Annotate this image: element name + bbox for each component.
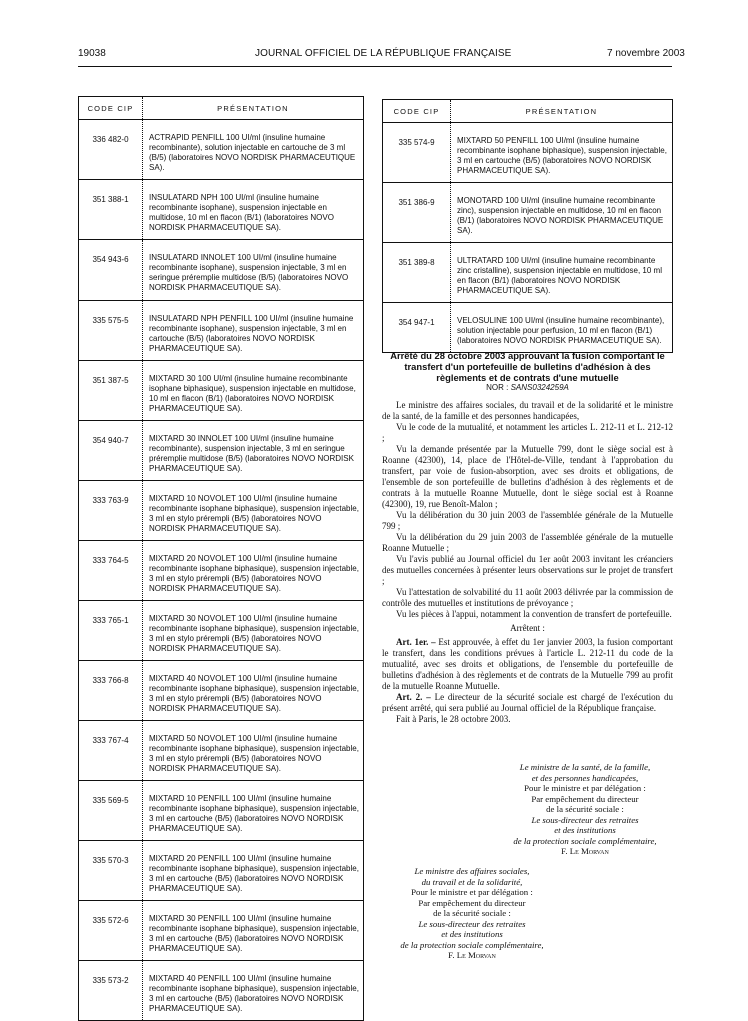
signatory-name: F. Le Morvan bbox=[561, 846, 609, 856]
table-row bbox=[383, 243, 673, 303]
presentation-text: INSULATARD NPH 100 UI/ml (insuline humaine recombinante isophane), suspension injectable en multidose, 10 ml en flacon (B/1) (laboratoires NOVO NORDISK PHARMACEUTIQUE SA). bbox=[143, 180, 364, 240]
code-column-header: CODE CIP bbox=[79, 97, 143, 120]
arrete-paragraph: Vu les pièces à l'appui, notamment la convention de transfert de portefeuille. bbox=[396, 609, 672, 619]
signature-line: Pour le ministre et par délégation : bbox=[524, 783, 646, 793]
cip-code: 351 386-9 bbox=[383, 183, 451, 243]
cip-code: 335 570-3 bbox=[79, 841, 143, 901]
left-cip-table bbox=[78, 96, 364, 1021]
signature-line: Par empêchement du directeur bbox=[531, 793, 639, 804]
page-header bbox=[0, 48, 748, 62]
cip-code: 351 387-5 bbox=[79, 361, 143, 421]
signature-block-affaires-sociales bbox=[382, 866, 562, 961]
signature-line: et des institutions bbox=[441, 929, 503, 939]
arrete-title: Arrêté du 28 octobre 2003 approuvant la fusion comportant le transfert d'un portefeuille de bulletins d'adhésion à des règlements et de contrats d'une mutuelle bbox=[390, 350, 665, 383]
table-row bbox=[79, 301, 364, 361]
code-column-header: CODE CIP bbox=[383, 100, 451, 123]
signature-line: de la protection sociale complémentaire, bbox=[400, 939, 544, 950]
header-rule bbox=[78, 66, 672, 67]
cip-code: 333 765-1 bbox=[79, 601, 143, 661]
presentation-text: MIXTARD 30 INNOLET 100 UI/ml (insuline humaine recombinante), suspension injectable, 3 ml en seringue préremplie multidose (B/5) (laboratoires NOVO NORDISK PHARMACEUTIQUE SA). bbox=[143, 421, 364, 481]
table-row bbox=[79, 841, 364, 901]
signature-line: de la sécurité sociale : bbox=[546, 804, 624, 814]
table-row bbox=[79, 120, 364, 180]
table-row bbox=[383, 303, 673, 353]
signature-line: et des personnes handicapées, bbox=[531, 772, 639, 783]
presentation-text: MIXTARD 30 100 UI/ml (insuline humaine recombinante isophane biphasique), suspension injectable en multidose, 10 ml en flacon (B/1) (laboratoires NOVO NORDISK PHARMACEUTIQUE SA). bbox=[143, 361, 364, 421]
signature-line: Le ministre des affaires sociales, bbox=[414, 866, 530, 876]
cip-code: 351 388-1 bbox=[79, 180, 143, 240]
presentation-text: MIXTARD 40 PENFILL 100 UI/ml (insuline humaine recombinante isophane biphasique), suspension injectable, 3 ml en cartouche (B/5) (laboratoires NOVO NORDISK PHARMACEUTIQUE SA). bbox=[143, 961, 364, 1021]
nor-label: NOR : bbox=[486, 383, 509, 392]
article-1-label: Art. 1er. – bbox=[396, 637, 436, 647]
cip-code: 354 947-1 bbox=[383, 303, 451, 353]
right-cip-table bbox=[382, 99, 673, 353]
arrete-paragraph: Vu le code de la mutualité, et notamment les articles L. 212-11 et L. 212-12 ; bbox=[382, 422, 673, 443]
presentation-text: MIXTARD 30 NOVOLET 100 UI/ml (insuline humaine recombinante isophane biphasique), suspension injectable, 3 ml en stylo prérempli (B/5) (laboratoires NOVO NORDISK PHARMACEUTIQUE SA). bbox=[143, 601, 364, 661]
signature-line: Le sous-directeur des retraites bbox=[531, 814, 639, 825]
nor-code: SANS0324259A bbox=[510, 383, 569, 392]
presentation-text: INSULATARD INNOLET 100 UI/ml (insuline humaine recombinante isophane), suspension injectable, 3 ml en seringue préremplie multidose (B/5) (laboratoires NOVO NORDISK PHARMACEUTIQUE SA). bbox=[143, 240, 364, 301]
signature-line: du travail et de la solidarité, bbox=[421, 876, 523, 887]
cip-code: 336 482-0 bbox=[79, 120, 143, 180]
table-row bbox=[383, 183, 673, 243]
presentation-text: MIXTARD 40 NOVOLET 100 UI/ml (insuline humaine recombinante isophane biphasique), suspension injectable, 3 ml en stylo prérempli (B/5) (laboratoires NOVO NORDISK PHARMACEUTIQUE SA). bbox=[143, 661, 364, 721]
table-row bbox=[79, 721, 364, 781]
presentation-column-header: PRÉSENTATION bbox=[143, 97, 364, 120]
arrete-paragraph: Vu l'avis publié au Journal officiel du 1er août 2003 invitant les créanciers des mutuelles concernées à présenter leurs observations sur le projet de transfert ; bbox=[382, 554, 673, 586]
signature-line: et des institutions bbox=[554, 825, 616, 835]
signature-line: Le ministre de la santé, de la famille, bbox=[519, 762, 651, 772]
page-number: 19038 bbox=[78, 48, 106, 59]
article-2-label: Art. 2. – bbox=[396, 692, 431, 702]
presentation-text: MIXTARD 10 NOVOLET 100 UI/ml (insuline humaine recombinante isophane biphasique), suspension injectable, 3 ml en stylo prérempli (B/5) (laboratoires NOVO NORDISK PHARMACEUTIQUE SA). bbox=[143, 481, 364, 541]
cip-code: 335 575-5 bbox=[79, 301, 143, 361]
arrete-paragraph: Vu l'attestation de solvabilité du 11 août 2003 délivrée par la commission de contrôle des mutuelles et institutions de prévoyance ; bbox=[382, 587, 673, 608]
cip-code: 335 572-6 bbox=[79, 901, 143, 961]
issue-date: 7 novembre 2003 bbox=[607, 48, 685, 59]
table-row bbox=[79, 901, 364, 961]
table-row bbox=[79, 180, 364, 240]
arrete-body bbox=[382, 400, 673, 725]
signature-line: de la sécurité sociale : bbox=[433, 908, 511, 918]
cip-code: 333 767-4 bbox=[79, 721, 143, 781]
arrete-paragraph: Vu la délibération du 30 juin 2003 de l'assemblée générale de la Mutuelle 799 ; bbox=[382, 510, 673, 531]
signature-line: Le sous-directeur des retraites bbox=[418, 918, 526, 929]
presentation-text: MIXTARD 20 PENFILL 100 UI/ml (insuline humaine recombinante isophane biphasique), suspension injectable, 3 ml en cartouche (B/5) (laboratoires NOVO NORDISK PHARMACEUTIQUE SA). bbox=[143, 841, 364, 901]
presentation-text: MIXTARD 50 NOVOLET 100 UI/ml (insuline humaine recombinante isophane biphasique), suspension injectable, 3 ml en stylo prérempli (B/5) (laboratoires NOVO NORDISK PHARMACEUTIQUE SA). bbox=[143, 721, 364, 781]
journal-title: JOURNAL OFFICIEL DE LA RÉPUBLIQUE FRANÇAISE bbox=[255, 48, 512, 59]
cip-code: 335 573-2 bbox=[79, 961, 143, 1021]
cip-code: 354 943-6 bbox=[79, 240, 143, 301]
presentation-text: INSULATARD NPH PENFILL 100 UI/ml (insuline humaine recombinante isophane), suspension injectable, 3 ml en cartouche (B/5) (laboratoires NOVO NORDISK PHARMACEUTIQUE SA). bbox=[143, 301, 364, 361]
presentation-text: MONOTARD 100 UI/ml (insuline humaine recombinante zinc), suspension injectable en multidose, 10 ml en flacon (B/1) (laboratoires NOVO NORDISK PHARMACEUTIQUE SA). bbox=[451, 183, 673, 243]
presentation-column-header: PRÉSENTATION bbox=[451, 100, 673, 123]
table-row bbox=[79, 240, 364, 301]
table-row bbox=[79, 961, 364, 1021]
cip-code: 333 766-8 bbox=[79, 661, 143, 721]
done-at: Fait à Paris, le 28 octobre 2003. bbox=[396, 714, 511, 724]
article-2 bbox=[382, 692, 673, 714]
cip-code: 335 569-5 bbox=[79, 781, 143, 841]
cip-code: 333 763-9 bbox=[79, 481, 143, 541]
presentation-text: ACTRAPID PENFILL 100 UI/ml (insuline humaine recombinante), solution injectable en cartouche de 3 ml (B/5) (laboratoires NOVO NORDISK PHARMACEUTIQUE SA). bbox=[143, 120, 364, 180]
table-row bbox=[79, 781, 364, 841]
table-row bbox=[79, 361, 364, 421]
arrete-paragraph: Vu la délibération du 29 juin 2003 de l'assemblée générale de la mutuelle Roanne Mutuelle ; bbox=[382, 532, 673, 553]
article-1-text: Est approuvée, à effet du 1er janvier 2003, la fusion comportant le transfert, dans les conditions prévues à l'article L. 212-11 du code de la mutualité, avec ses droits et obligations, de l'ensemble du portefeuille de bulletins d'adhésion à des règlements et de contrats de la Mutuelle 799 au profit de la mutuelle Roanne Mutuelle. bbox=[382, 637, 674, 691]
table-row bbox=[79, 661, 364, 721]
article-2-text: Le directeur de la sécurité sociale est chargé de l'exécution du présent arrêté, qui sera publié au Journal officiel de la République française. bbox=[382, 692, 673, 713]
arretent: Arrêtent : bbox=[510, 623, 545, 633]
cip-code: 335 574-9 bbox=[383, 123, 451, 183]
presentation-text: MIXTARD 30 PENFILL 100 UI/ml (insuline humaine recombinante isophane biphasique), suspension injectable, 3 ml en cartouche (B/5) (laboratoires NOVO NORDISK PHARMACEUTIQUE SA). bbox=[143, 901, 364, 961]
signature-line: Pour le ministre et par délégation : bbox=[411, 887, 533, 897]
signature-line: Par empêchement du directeur bbox=[418, 897, 526, 908]
cip-code: 333 764-5 bbox=[79, 541, 143, 601]
arrete-paragraph: Le ministre des affaires sociales, du travail et de la solidarité et le ministre de la santé, de la famille et des personnes handicapées, bbox=[382, 400, 673, 421]
table-row bbox=[79, 421, 364, 481]
article-1 bbox=[382, 637, 673, 692]
nor-reference bbox=[382, 383, 673, 392]
cip-code: 354 940-7 bbox=[79, 421, 143, 481]
presentation-text: MIXTARD 10 PENFILL 100 UI/ml (insuline humaine recombinante isophane biphasique), suspension injectable, 3 ml en cartouche (B/5) (laboratoires NOVO NORDISK PHARMACEUTIQUE SA). bbox=[143, 781, 364, 841]
signature-line: de la protection sociale complémentaire, bbox=[513, 835, 657, 846]
presentation-text: MIXTARD 50 PENFILL 100 UI/ml (insuline humaine recombinante isophane biphasique), suspension injectable, 3 ml en cartouche (B/5) (laboratoires NOVO NORDISK PHARMACEUTIQUE SA). bbox=[451, 123, 673, 183]
signature-block-sante bbox=[495, 762, 675, 857]
presentation-text: VELOSULINE 100 UI/ml (insuline humaine recombinante), solution injectable pour perfusion, 10 ml en flacon (B/1) (laboratoires NOVO NORDISK PHARMACEUTIQUE SA). bbox=[451, 303, 673, 353]
presentation-text: ULTRATARD 100 UI/ml (insuline humaine recombinante zinc cristalline), suspension injectable en multidose, 10 ml en flacon (B/1) (laboratoires NOVO NORDISK PHARMACEUTIQUE SA). bbox=[451, 243, 673, 303]
table-row bbox=[383, 123, 673, 183]
table-row bbox=[79, 481, 364, 541]
arrete-paragraph: Vu la demande présentée par la Mutuelle 799, dont le siège social est à Roanne (42300), 14, place de l'Hôtel-de-Ville, tendant à l'approbation du transfert, par voie de fusion-absorption, avec ses droits et obligations, de l'ensemble de son portefeuille de bulletins d'adhésion à des règlements et de contrats à la mutuelle Roanne Mutuelle, dont le siège social est à Roanne (42300), 19, rue Benoît-Malon ; bbox=[382, 444, 673, 509]
table-row bbox=[79, 601, 364, 661]
cip-code: 351 389-8 bbox=[383, 243, 451, 303]
signatory-name: F. Le Morvan bbox=[448, 950, 496, 960]
presentation-text: MIXTARD 20 NOVOLET 100 UI/ml (insuline humaine recombinante isophane biphasique), suspension injectable, 3 ml en stylo prérempli (B/5) (laboratoires NOVO NORDISK PHARMACEUTIQUE SA). bbox=[143, 541, 364, 601]
table-row bbox=[79, 541, 364, 601]
